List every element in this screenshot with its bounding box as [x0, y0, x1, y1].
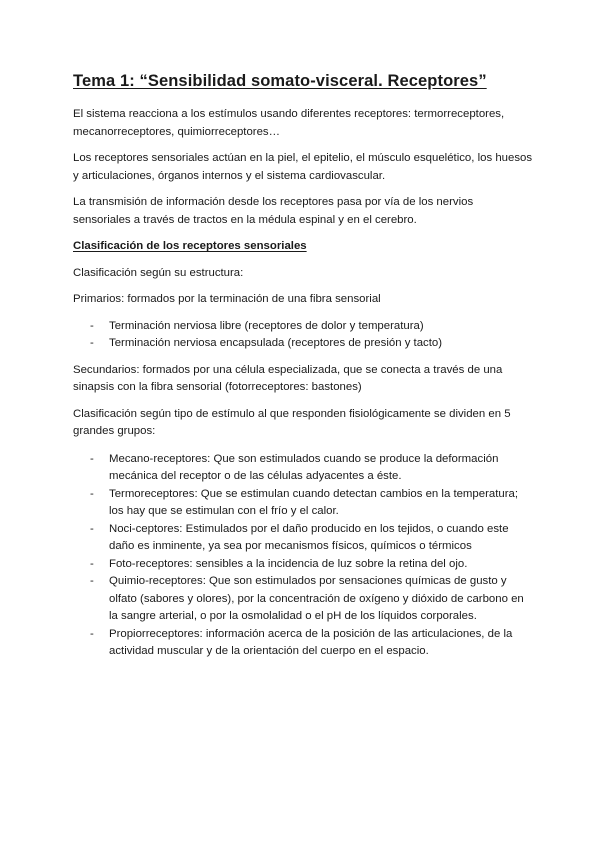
list-item-text: Quimio-receptores: Que son estimulados por sensaciones químicas de gusto y olfato (sabores y olores), por la concentración de oxígeno y dióxido de carbono en la sangre arterial, o por la osmolalidad o el pH de los líquidos corporales. [109, 575, 524, 622]
list-item [73, 626, 533, 661]
list-item-text: Termoreceptores: Que se estimulan cuando detectan cambios en la temperatura; los hay que se estimulan con el frío y el calor. [109, 487, 519, 517]
dash-bullet: - [90, 557, 94, 570]
list-item [73, 335, 533, 353]
list-item-text: Propiorreceptores: información acerca de la posición de las articulaciones, de la actividad muscular y de la orientación del cuerpo en el espacio. [109, 627, 513, 657]
primary-receptors-paragraph: Primarios: formados por la terminación de una fibra sensorial [73, 293, 381, 305]
dash-bullet: - [90, 452, 94, 465]
transmission-paragraph: La transmisión de información desde los receptores pasa por vía de los nervios sensoriales a través de tractos en la médula espinal y en el cerebro. [73, 196, 474, 226]
list-item [73, 451, 533, 486]
intro-paragraph: El sistema reacciona a los estímulos usando diferentes receptores: termorreceptores, mecanorreceptores, quimiorreceptores… [73, 108, 505, 138]
classification-heading: Clasificación de los receptores sensoriales [73, 240, 307, 252]
list-item [73, 486, 533, 521]
list-item [73, 318, 533, 336]
list-item [73, 521, 533, 556]
stimulus-classification-label: Clasificación según tipo de estímulo al que responden fisiológicamente se dividen en 5 grandes grupos: [73, 407, 511, 437]
list-item-text: Foto-receptores: sensibles a la incidencia de luz sobre la retina del ojo. [109, 557, 468, 570]
location-paragraph: Los receptores sensoriales actúan en la piel, el epitelio, el músculo esquelético, los huesos y articulaciones, órganos internos y el sistema cardiovascular. [73, 152, 533, 182]
dash-bullet: - [90, 319, 94, 332]
list-item [73, 573, 533, 626]
structure-label: Clasificación según su estructura: [73, 266, 244, 279]
page-title: Tema 1: “Sensibilidad somato-visceral. Receptores” [73, 72, 487, 90]
list-item [73, 556, 533, 574]
dash-bullet: - [90, 487, 94, 500]
dash-bullet: - [90, 522, 94, 535]
list-item-text: Noci-ceptores: Estimulados por el daño producido en los tejidos, o cuando este daño es inminente, ya sea por mecanismos físicos, químicos o térmicos [109, 522, 509, 552]
document-page [73, 70, 533, 670]
primary-receptors-list [73, 318, 533, 353]
dash-bullet: - [90, 337, 94, 349]
list-item-text: Mecano-receptores: Que son estimulados cuando se produce la deformación mecánica del receptor o de las células adyacentes a éste. [109, 452, 499, 482]
secondary-receptors-paragraph: Secundarios: formados por una célula especializada, que se conecta a través de una sinapsis con la fibra sensorial (fotorreceptores: bastones) [73, 363, 503, 393]
stimulus-groups-list [73, 451, 533, 661]
list-item-text: Terminación nerviosa encapsulada (receptores de presión y tacto) [109, 337, 443, 349]
list-item-text: Terminación nerviosa libre (receptores de dolor y temperatura) [109, 319, 424, 332]
dash-bullet: - [90, 627, 94, 640]
dash-bullet: - [90, 575, 94, 587]
